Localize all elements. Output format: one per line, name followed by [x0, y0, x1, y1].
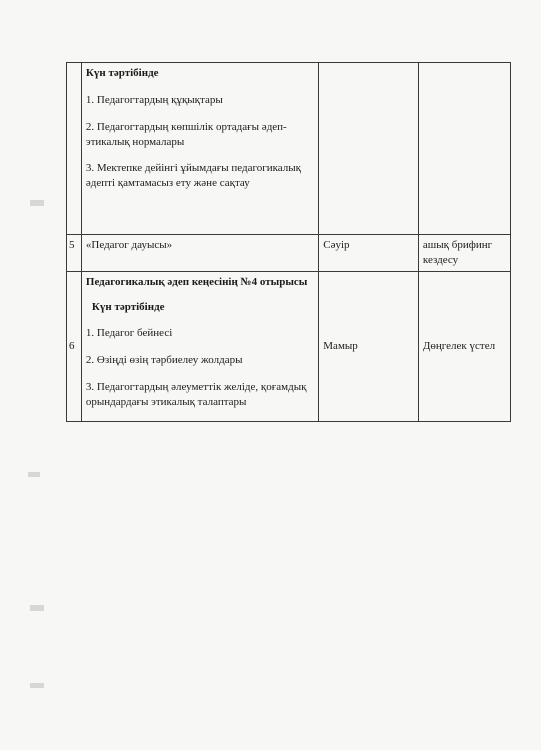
scan-artifact: [30, 683, 44, 688]
meeting-heading: Педагогикалық әдеп кеңесінің №4 отырысы: [85, 275, 308, 288]
row-number-cell: 5: [67, 235, 82, 272]
table-row: [67, 235, 511, 272]
topic-cell: [81, 63, 318, 235]
format-cell: [418, 63, 510, 235]
agenda-table: [66, 62, 511, 422]
scan-artifact: [28, 472, 40, 477]
agenda-item: 2. Педагогтардың көпшілік ортадағы әдеп-этикалық нормалары: [85, 120, 287, 148]
agenda-item: 2. Өзіңді өзің тәрбиелеу жолдары: [85, 354, 243, 367]
agenda-heading: Күн тәртібінде: [85, 67, 159, 79]
scan-artifact: [30, 605, 44, 611]
table-row: [67, 63, 511, 235]
topic-cell: [81, 271, 318, 421]
date-cell: Мамыр: [319, 271, 419, 421]
agenda-item: 1. Педагогтардың құқықтары: [85, 93, 223, 106]
topic-cell: «Педагог дауысы»: [81, 235, 318, 272]
scan-artifact: [30, 200, 44, 206]
agenda-item: 3. Мектепке дейінгі ұйымдағы педагогикалық әдепті қамтамасыз ету және сақтау: [85, 162, 302, 190]
row-number-cell: [67, 63, 82, 235]
date-cell: [319, 63, 419, 235]
format-cell: ашық брифинг кездесу: [418, 235, 510, 272]
agenda-subheading: Күн тәртібінде: [91, 300, 165, 313]
format-cell: Дөңгелек үстел: [418, 271, 510, 421]
row-number-cell: 6: [67, 271, 82, 421]
agenda-item: 3. Педагогтардың әлеуметтік желіде, қоғамдық орындардағы этикалық талаптары: [85, 381, 307, 408]
agenda-item: 1. Педагог бейнесі: [85, 327, 173, 340]
table-row: [67, 271, 511, 421]
date-cell: Сәуір: [319, 235, 419, 272]
